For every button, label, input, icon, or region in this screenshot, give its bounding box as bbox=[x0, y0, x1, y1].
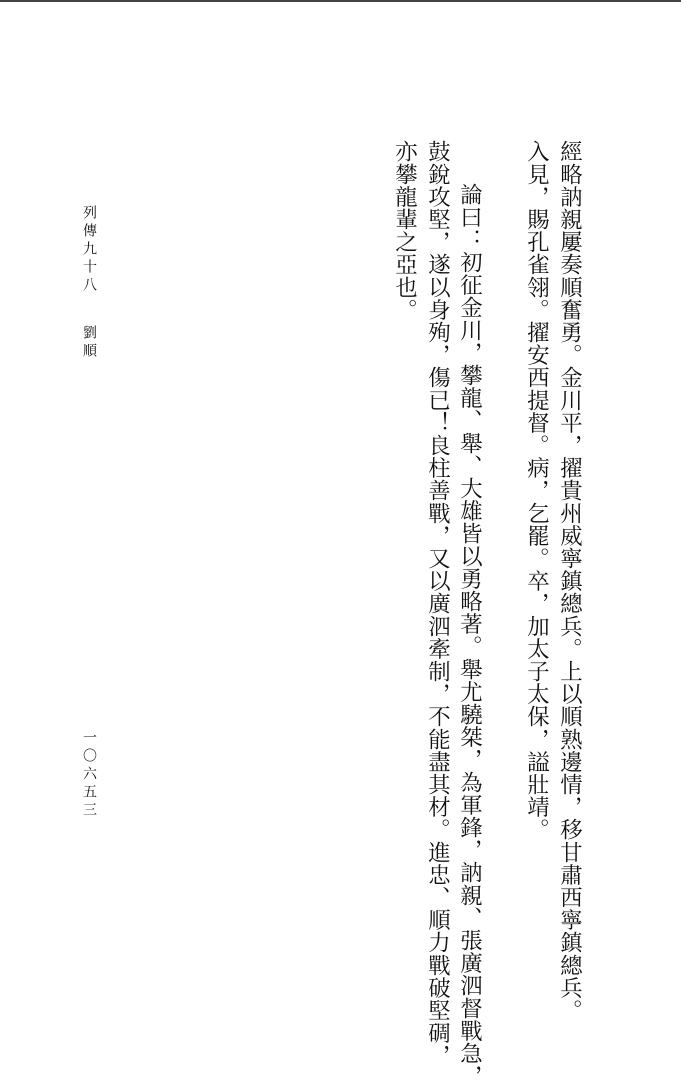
text-line-4: 鼓銳攻堅，遂以身殉，傷已！良柱善戰，又以廣泗牽制，不能盡其材。進忠、順力戰破堅碉， bbox=[424, 140, 451, 1067]
text-line-3: 論曰：初征金川，攀龍、舉、大雄皆以勇略著。舉尤驍桀，為軍鋒，訥親、張廣泗督戰急， bbox=[456, 183, 483, 1087]
text-line-5: 亦攀龍輩之亞也。 bbox=[391, 140, 418, 321]
running-head-subject: 劉順 bbox=[81, 325, 97, 361]
text-line-1: 經略訥親屢奏順奮勇。金川平，擢貴州威寧鎮總兵。上以順熟邊情，移甘肅西寧鎮總兵。 bbox=[556, 140, 583, 1022]
text-line-2: 入見，賜孔雀翎。擢安西提督。病，乞罷。卒，加太子太保，謚壯靖。 bbox=[523, 140, 550, 841]
top-border-rule bbox=[0, 0, 681, 2]
running-head-chapter: 列傳九十八 bbox=[81, 205, 97, 295]
page-number: 一〇六五三 bbox=[81, 730, 97, 820]
